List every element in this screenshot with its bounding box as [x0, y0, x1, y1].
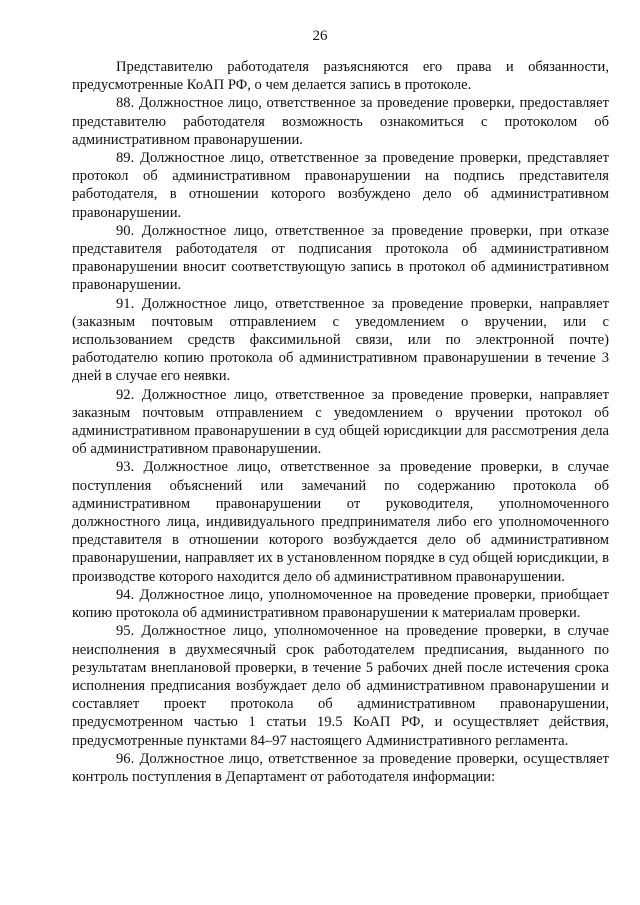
- paragraph-intro: Представителю работодателя разъясняются его права и обязанности, предусмотренные КоАП РФ, о чем делается запись в протоколе.: [72, 59, 609, 94]
- paragraph-96: 96. Должностное лицо, ответственное за проведение проверки, осуществляет контроль поступления в Департамент от работодателя информации:: [72, 750, 609, 785]
- paragraph-92: 92. Должностное лицо, ответственное за проведение проверки, направляет заказным почтовым отправлением с уведомлением о вручении протокол об административном правонарушении в суд общей юрисдикции для рассмотрения дела об административном правонарушении.: [72, 386, 609, 458]
- paragraph-88: 88. Должностное лицо, ответственное за проведение проверки, предоставляет представителю работодателя возможность ознакомиться с протоколом об административном правонарушении.: [72, 95, 609, 148]
- paragraph-94: 94. Должностное лицо, уполномоченное на проведение проверки, приобщает копию протокола об административном правонарушении к материалам проверки.: [72, 586, 609, 622]
- page-number: 26: [312, 28, 328, 44]
- paragraph-95: 95. Должностное лицо, уполномоченное на проведение проверки, в случае неисполнения в двухмесячный срок работодателем предписания, выданного по результатам внеплановой проверки, в течение 5 рабочих дней после истечения срока исполнения предписания возбуждает дело об административном правонарушении и составляет проект протокола об административном правонарушении, предусмотренном частью 1 статьи 19.5 КоАП РФ, и осуществляет действия, предусмотренные пунктами 84–97 настоящего Административного регламента.: [72, 623, 609, 749]
- paragraph-91: 91. Должностное лицо, ответственное за проведение проверки, направляет (заказным почтовым отправлением с уведомлением о вручении, или с использованием средств факсимильной связи, или по электронной почте) работодателю копию протокола об административном правонарушении в течение 3 дней в случае его неявки.: [72, 295, 609, 385]
- paragraph-89: 89. Должностное лицо, ответственное за проведение проверки, представляет протокол об административном правонарушении на подпись представителя работодателя, в отношении которого возбуждено дело об административном правонарушении.: [72, 150, 609, 221]
- document-body: [72, 58, 609, 786]
- paragraph-90: 90. Должностное лицо, ответственное за проведение проверки, при отказе представителя работодателя от подписания протокола об административном правонарушении вносит соответствующую запись в протокол об административном правонарушении.: [72, 222, 609, 294]
- paragraph-93: 93. Должностное лицо, ответственное за проведение проверки, в случае поступления объяснений или замечаний по содержанию протокола об административном правонарушении от руководителя, уполномоченного должностного лица, индивидуального предпринимателя либо его уполномоченного представителя в отношении которого возбуждается дело об административном правонарушении, направляет их в установленном порядке в суд общей юрисдикции, в производстве которого находится дело об административном правонарушении.: [72, 459, 609, 585]
